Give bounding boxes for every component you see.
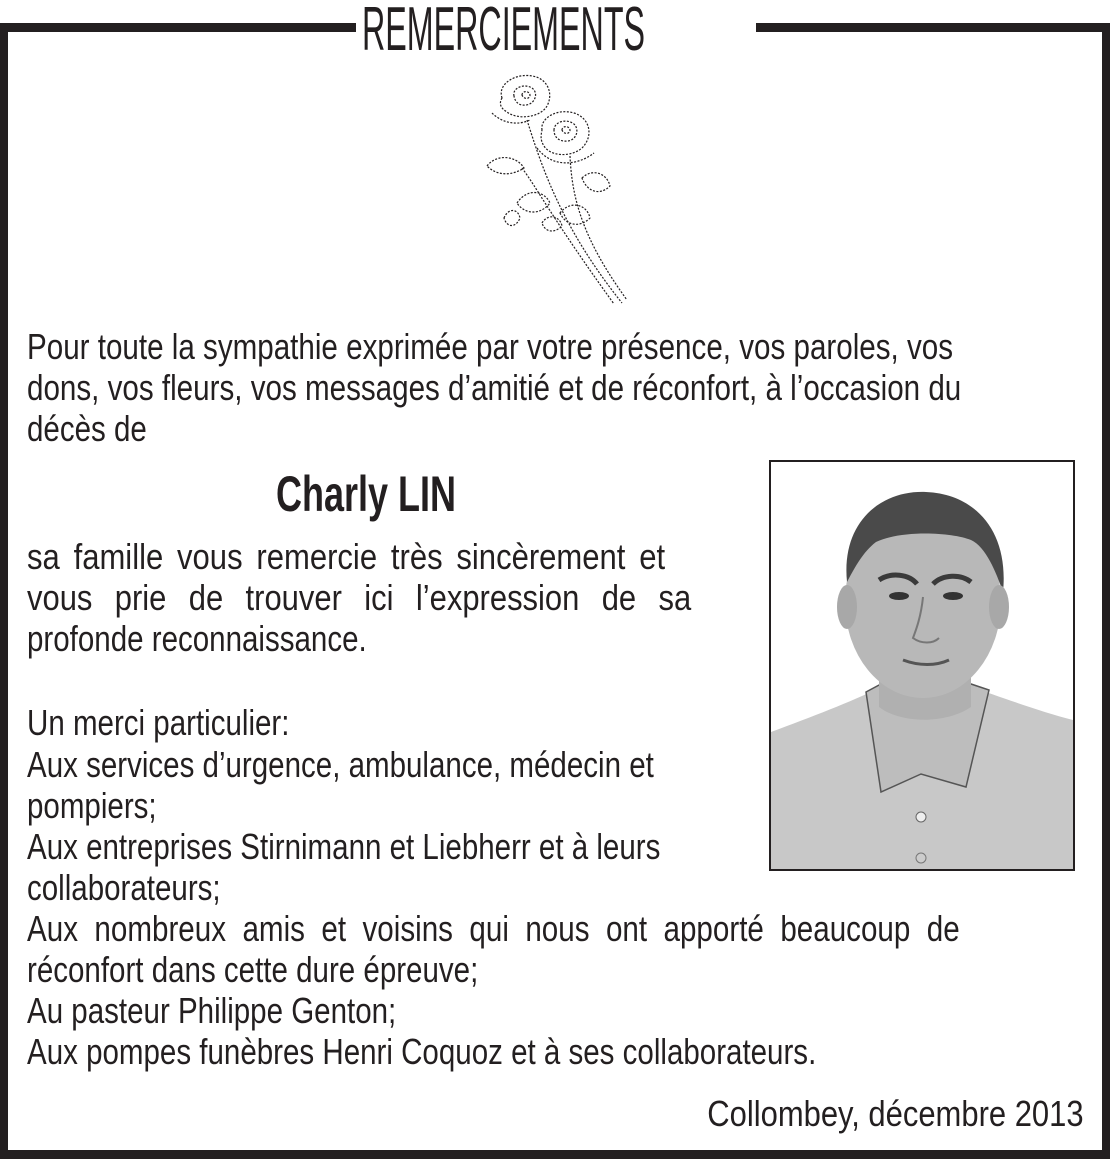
intro-line (27, 367, 1083, 408)
place-date (646, 1093, 1084, 1134)
place-date-text: Collombey, décembre 2013 (707, 1093, 1084, 1134)
intro-line (27, 326, 1083, 367)
family-line (27, 618, 743, 659)
thanks-line-text: pompiers; (27, 785, 157, 826)
portrait-photo (769, 460, 1075, 871)
intro-line-text: Pour toute la sympathie exprimée par votre présence, vos paroles, vos (27, 326, 954, 367)
thanks-line (27, 867, 1083, 908)
intro-line-text: décès de (27, 408, 147, 449)
intro-paragraph (27, 326, 1083, 449)
thanks-line-text: Aux pompes funèbres Henri Coquoz et à ses collaborateurs. (27, 1031, 817, 1072)
thanks-line-text: Aux services d’urgence, ambulance, médecin et (27, 744, 654, 785)
thanks-line-text: Aux entreprises Stirnimann et Liebherr et à leurs (27, 826, 661, 867)
thanks-line-text: Aux nombreux amis et voisins qui nous ont apporté beaucoup de (27, 908, 960, 949)
intro-line-text: dons, vos fleurs, vos messages d’amitié et de réconfort, à l’occasion du (27, 367, 962, 408)
thanks-line (27, 949, 1083, 990)
intro-line (27, 408, 1083, 449)
thanks-line (27, 990, 1083, 1031)
thanks-heading-text: Un merci particulier: (27, 702, 290, 743)
family-line-text: vous prie de trouver ici l’expression de sa (27, 577, 692, 618)
thanks-line (27, 1031, 1083, 1072)
thanks-line-text: collaborateurs; (27, 867, 221, 908)
frame-right (1102, 23, 1110, 1159)
thanks-line (27, 908, 1083, 949)
deceased-name: Charly LIN (276, 466, 457, 522)
frame-left (0, 23, 8, 1159)
family-paragraph (27, 536, 743, 659)
notice-title-wrap (362, 0, 748, 64)
frame-top-left (0, 23, 356, 32)
family-line (27, 577, 743, 618)
notice-title: REMERCIEMENTS (362, 0, 646, 64)
family-line-text: profonde reconnaissance. (27, 618, 367, 659)
frame-bottom (0, 1150, 1110, 1159)
frame-top-right (756, 23, 1110, 32)
thanks-line-text: réconfort dans cette dure épreuve; (27, 949, 479, 990)
family-line (27, 536, 743, 577)
rose-icon (482, 68, 642, 308)
thanks-heading (27, 702, 347, 743)
portrait-icon (771, 462, 1073, 869)
family-line-text: sa famille vous remercie très sincèrement et (27, 536, 666, 577)
thanks-line-text: Au pasteur Philippe Genton; (27, 990, 397, 1031)
